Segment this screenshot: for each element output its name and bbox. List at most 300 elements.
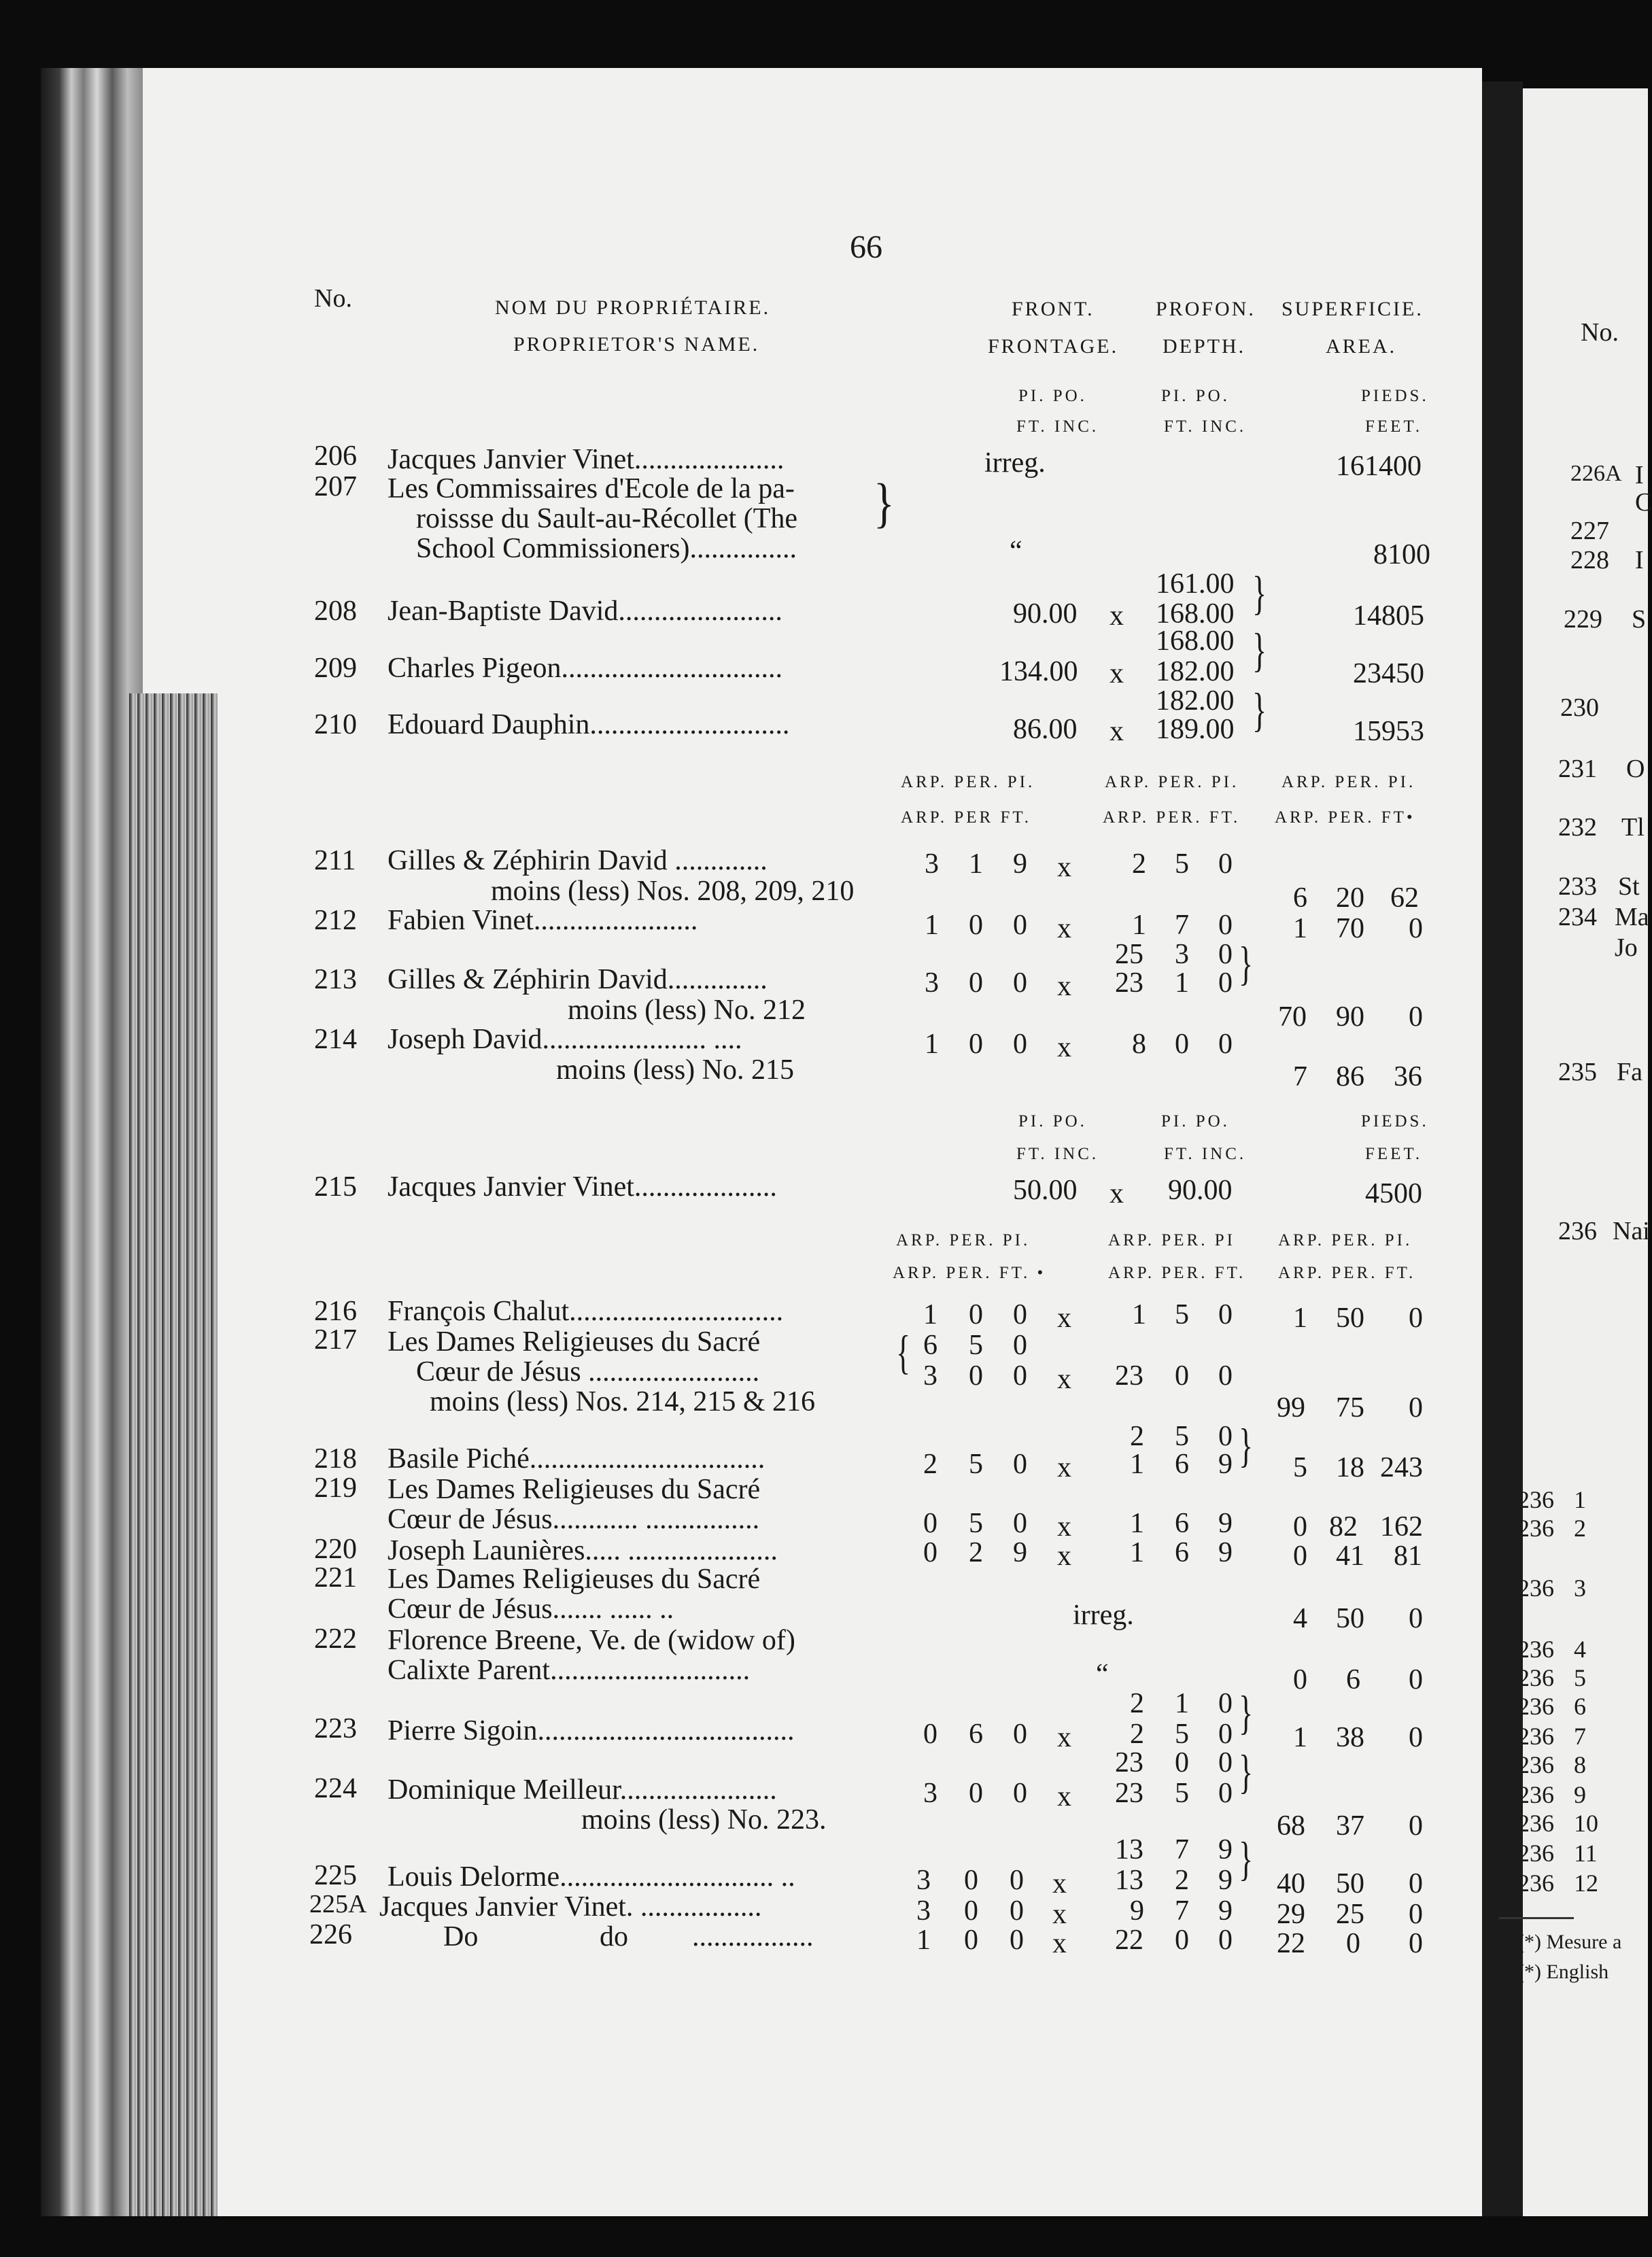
next-page-no-227: 227 (1570, 517, 1609, 545)
next-page-subrow-n: 3 (1574, 1574, 1586, 1602)
row-215-depth: 90.00 (1168, 1175, 1233, 1206)
next-page-subrow-n: 10 (1574, 1810, 1598, 1837)
row-216-name: François Chalut.............................. (388, 1296, 784, 1327)
row-213-depth1-ft: 0 (1218, 939, 1233, 970)
unit-front-arp-ft-1: ARP. PER FT. (901, 808, 1032, 827)
row-206-front: irreg. (984, 447, 1046, 479)
next-page-subrow-no: 236 (1517, 1486, 1554, 1513)
row-213-front-per: 0 (969, 967, 983, 999)
row-211-depth-arp: 2 (1132, 848, 1146, 880)
unit-depth-ft-inc-2: FT. INC. (1164, 1145, 1247, 1163)
next-page (1523, 88, 1648, 2216)
row-218-depth2-arp: 1 (1130, 1449, 1144, 1480)
row-213-x: x (1057, 971, 1071, 1002)
row-225-depth2-arp: 13 (1115, 1865, 1143, 1896)
header-no: No. (314, 284, 352, 313)
row-214-depth-per: 0 (1175, 1029, 1189, 1060)
row-211-less: moins (less) Nos. 208, 209, 210 (491, 876, 855, 907)
row-209-depth-1: 168.00 (1156, 625, 1235, 657)
unit-area-pieds-2: PIEDS. (1361, 1112, 1429, 1131)
row-216-depth-per: 5 (1175, 1299, 1189, 1330)
row-215-name: Jacques Janvier Vinet.................... (388, 1171, 777, 1203)
row-220-name: Joseph Launières..... ..................... (388, 1535, 778, 1566)
row-219-depth-ft: 9 (1218, 1508, 1233, 1539)
row-219-depth-per: 6 (1175, 1508, 1189, 1539)
row-208-depth-1: 161.00 (1156, 568, 1235, 600)
row-223-no: 223 (314, 1713, 357, 1744)
row-225-brace: } (1239, 1832, 1254, 1886)
row-218-front-arp: 2 (923, 1449, 937, 1480)
unit-area-feet-2: FEET. (1365, 1145, 1423, 1163)
row-225a-depth-ft: 9 (1218, 1895, 1233, 1927)
row-225a-name: Jacques Janvier Vinet. ................. (379, 1891, 762, 1923)
row-224-depth1-per: 0 (1175, 1747, 1189, 1778)
row-212-front-ft: 0 (1013, 910, 1027, 941)
next-page-no-236: 236 (1558, 1217, 1597, 1245)
row-225a-x: x (1052, 1899, 1067, 1930)
row-223-area-ft: 0 (1409, 1722, 1423, 1753)
book-spine (41, 68, 143, 2216)
header-front-fr: FRONT. (1012, 298, 1095, 320)
row-208-front: 90.00 (1013, 598, 1078, 630)
unit-front-ft-inc: FT. INC. (1016, 417, 1099, 436)
row-222-name-2: Calixte Parent............................ (388, 1655, 751, 1686)
row-217-front1-ft: 0 (1013, 1330, 1027, 1361)
row-213-depth2-arp: 23 (1115, 967, 1143, 999)
next-page-subrow-no: 236 (1517, 1840, 1554, 1867)
row-219-depth-arp: 1 (1130, 1508, 1144, 1539)
header-front-en: FRONTAGE. (988, 335, 1119, 358)
row-225-depth2-per: 2 (1175, 1865, 1189, 1896)
row-222-no: 222 (314, 1623, 357, 1655)
row-225a-no: 225A (309, 1890, 367, 1918)
row-224-depth2-per: 5 (1175, 1778, 1189, 1809)
row-218-area-arp: 5 (1293, 1452, 1307, 1483)
row-212-depth-per: 7 (1175, 910, 1189, 941)
next-page-subrow-n: 2 (1574, 1515, 1586, 1542)
row-224-front-per: 0 (969, 1778, 983, 1809)
row-222-area-ft: 0 (1409, 1664, 1423, 1695)
row-215-area: 4500 (1365, 1178, 1422, 1209)
row-214-depth-ft: 0 (1218, 1029, 1233, 1060)
row-217-brace: { (896, 1326, 911, 1379)
row-225-name: Louis Delorme.............................. .. (388, 1861, 795, 1893)
page-number: 66 (850, 229, 882, 265)
row-224-depth1-arp: 23 (1115, 1747, 1143, 1778)
row-220-area-ft: 81 (1394, 1540, 1422, 1572)
row-223-area-per: 38 (1336, 1722, 1364, 1753)
next-page-footnote-1: (*) Mesure a (1517, 1931, 1622, 1953)
next-page-subrow-no: 236 (1517, 1751, 1554, 1778)
row-225-front-per: 0 (964, 1865, 978, 1896)
next-page-subrow-n: 11 (1574, 1840, 1598, 1867)
row-211-no: 211 (314, 845, 356, 876)
row-215-front: 50.00 (1013, 1175, 1078, 1206)
row-215-no: 215 (314, 1171, 357, 1203)
next-page-subrow-no: 236 (1517, 1723, 1554, 1750)
row-223-depth1-per: 1 (1175, 1688, 1189, 1719)
next-page-no-228: 228 (1570, 546, 1609, 574)
row-217-name-1: Les Dames Religieuses du Sacré (388, 1326, 761, 1358)
row-225a-front-arp: 3 (916, 1895, 931, 1927)
header-name-fr: NOM DU PROPRIÉTAIRE. (495, 296, 771, 319)
next-page-no-232: 232 (1558, 813, 1597, 842)
next-page-subrow-no: 236 (1517, 1781, 1554, 1808)
row-219-no: 219 (314, 1472, 357, 1504)
row-225-x: x (1052, 1868, 1067, 1899)
next-page-text-226a-2: C (1635, 488, 1652, 517)
row-225-area-per: 50 (1336, 1868, 1364, 1899)
next-page-text-229: S (1632, 605, 1647, 634)
row-214-front-ft: 0 (1013, 1029, 1027, 1060)
row-216-front-per: 0 (969, 1299, 983, 1330)
row-212-front-per: 0 (969, 910, 983, 941)
row-222-area-per: 6 (1346, 1664, 1360, 1695)
row-211-area-arp: 6 (1293, 882, 1307, 914)
next-page-text-236: Nai (1613, 1217, 1650, 1245)
row-217-name-2: Cœur de Jésus ........................ (416, 1356, 760, 1388)
row-214-x: x (1057, 1032, 1071, 1063)
row-211-depth-ft: 0 (1218, 848, 1233, 880)
row-213-name: Gilles & Zéphirin David.............. (388, 964, 768, 995)
row-218-front-per: 5 (969, 1449, 983, 1480)
next-page-no-234: 234 (1558, 903, 1597, 931)
row-226-area-arp: 22 (1277, 1928, 1305, 1959)
row-211-front-arp: 3 (925, 848, 939, 880)
next-page-rule (1499, 1917, 1574, 1919)
next-page-text-231: O (1626, 755, 1645, 783)
row-216-depth-ft: 0 (1218, 1299, 1233, 1330)
row-225a-front-per: 0 (964, 1895, 978, 1927)
next-page-subrow-no: 236 (1517, 1870, 1554, 1897)
next-page-no-233: 233 (1558, 872, 1597, 901)
next-page-no-230: 230 (1560, 693, 1599, 722)
next-page-text-226a: I (1635, 461, 1644, 489)
unit-area-pieds: PIEDS. (1361, 387, 1429, 405)
row-223-brace: } (1239, 1686, 1254, 1740)
row-225a-area-ft: 0 (1409, 1899, 1423, 1930)
row-223-x: x (1057, 1722, 1071, 1753)
unit-depth-arp-pi-3: ARP. PER. PI (1108, 1231, 1235, 1250)
row-218-depth2-per: 6 (1175, 1449, 1189, 1480)
row-216-front-arp: 1 (923, 1299, 937, 1330)
header-name-en: PROPRIETOR'S NAME. (513, 333, 760, 356)
row-218-depth1-ft: 0 (1218, 1421, 1233, 1452)
row-220-no: 220 (314, 1534, 357, 1565)
row-217-less: moins (less) Nos. 214, 215 & 216 (430, 1386, 815, 1417)
row-214-no: 214 (314, 1024, 357, 1055)
row-211-front-ft: 9 (1013, 848, 1027, 880)
row-216-area-arp: 1 (1293, 1303, 1307, 1334)
row-226-front-arp: 1 (916, 1925, 931, 1956)
row-225-area-ft: 0 (1409, 1868, 1423, 1899)
row-219-name-2: Cœur de Jésus............ ................ (388, 1504, 760, 1535)
row-210-front: 86.00 (1013, 714, 1078, 745)
next-page-subrow-n: 5 (1574, 1664, 1586, 1691)
row-224-x: x (1057, 1781, 1071, 1812)
row-207-name-2: roissse du Sault-au-Récollet (The (416, 503, 798, 534)
row-210-brace: } (1252, 683, 1267, 737)
row-213-depth2-ft: 0 (1218, 967, 1233, 999)
unit-front-ft-inc-2: FT. INC. (1016, 1145, 1099, 1163)
next-page-text-233: St (1618, 872, 1640, 901)
row-212-no: 212 (314, 905, 357, 936)
row-206-area: 161400 (1336, 451, 1422, 482)
row-213-area-ft: 0 (1409, 1001, 1423, 1033)
page-gutter (1482, 82, 1523, 2216)
row-226-depth-per: 0 (1175, 1925, 1189, 1956)
row-218-front-ft: 0 (1013, 1449, 1027, 1480)
row-224-depth1-ft: 0 (1218, 1747, 1233, 1778)
row-207-no: 207 (314, 471, 357, 502)
row-210-depth-1: 182.00 (1156, 685, 1235, 717)
row-223-depth2-per: 5 (1175, 1719, 1189, 1750)
row-208-brace: } (1252, 566, 1267, 620)
row-224-name: Dominique Meilleur...................... (388, 1774, 777, 1806)
row-223-depth2-arp: 2 (1130, 1719, 1144, 1750)
unit-depth-pi-po: PI. PO. (1161, 387, 1230, 405)
row-225a-area-arp: 29 (1277, 1899, 1305, 1930)
row-217-front2-per: 0 (969, 1360, 983, 1392)
next-page-header-no: No. (1581, 318, 1619, 347)
unit-depth-arp-ft-3: ARP. PER. FT. (1108, 1264, 1246, 1282)
row-222-area-arp: 0 (1293, 1664, 1307, 1695)
row-211-name: Gilles & Zéphirin David ............. (388, 845, 768, 876)
row-226-area-ft: 0 (1409, 1928, 1423, 1959)
row-224-front-ft: 0 (1013, 1778, 1027, 1809)
row-209-brace: } (1252, 623, 1267, 677)
row-218-depth1-per: 5 (1175, 1421, 1189, 1452)
unit-area-arp-ft-3: ARP. PER. FT. (1278, 1264, 1416, 1282)
header-depth-fr: PROFON. (1156, 298, 1256, 320)
row-213-area-per: 90 (1336, 1001, 1364, 1033)
row-220-x: x (1057, 1540, 1071, 1572)
row-224-area-arp: 68 (1277, 1810, 1305, 1842)
row-216-depth-arp: 1 (1132, 1299, 1146, 1330)
row-214-name: Joseph David....................... .... (388, 1024, 742, 1055)
row-224-depth2-arp: 23 (1115, 1778, 1143, 1809)
row-217-depth-per: 0 (1175, 1360, 1189, 1392)
next-page-subrow-n: 7 (1574, 1723, 1586, 1750)
row-225-depth1-ft: 9 (1218, 1834, 1233, 1865)
row-208-depth-2: 168.00 (1156, 598, 1235, 630)
next-page-text-234-2: Jo (1615, 933, 1638, 962)
next-page-subrow-no: 236 (1517, 1574, 1554, 1602)
row-209-no: 209 (314, 653, 357, 684)
row-223-depth1-arp: 2 (1130, 1688, 1144, 1719)
row-223-depth2-ft: 0 (1218, 1719, 1233, 1750)
row-211-depth-per: 5 (1175, 848, 1189, 880)
row-213-area-arp: 70 (1278, 1001, 1307, 1033)
row-217-area-arp: 99 (1277, 1392, 1305, 1424)
row-207-name-1: Les Commissaires d'Ecole de la pa- (388, 473, 795, 504)
next-page-subrow-no: 236 (1517, 1810, 1554, 1837)
next-page-text-232: Tl (1621, 813, 1645, 842)
next-page-text-235: Fa (1617, 1058, 1642, 1086)
unit-front-pi-po: PI. PO. (1018, 387, 1087, 405)
row-222-name-1: Florence Breene, Ve. de (widow of) (388, 1625, 795, 1656)
row-226-front-per: 0 (964, 1925, 978, 1956)
row-217-area-per: 75 (1336, 1392, 1364, 1424)
row-225-no: 225 (314, 1860, 357, 1891)
row-210-depth-2: 189.00 (1156, 714, 1235, 745)
row-214-area-arp: 7 (1293, 1061, 1307, 1092)
next-page-subrow-n: 6 (1574, 1693, 1586, 1720)
unit-depth-pi-po-2: PI. PO. (1161, 1112, 1230, 1131)
unit-area-arp-pi-1: ARP. PER. PI. (1281, 773, 1416, 791)
row-209-x: x (1109, 658, 1124, 689)
row-226-name-do-2: do (600, 1921, 628, 1952)
row-215-x: x (1109, 1178, 1124, 1209)
next-page-subrow-n: 4 (1574, 1636, 1586, 1663)
next-page-subrow-n: 9 (1574, 1781, 1586, 1808)
row-211-area-per: 20 (1336, 882, 1364, 914)
row-223-depth1-ft: 0 (1218, 1688, 1233, 1719)
row-207-brace: } (874, 472, 895, 533)
next-page-subrow-n: 8 (1574, 1751, 1586, 1778)
row-210-area: 15953 (1353, 716, 1424, 747)
header-area-fr: SUPERFICIE. (1281, 298, 1424, 320)
row-224-no: 224 (314, 1773, 357, 1804)
row-218-area-per: 18 (1336, 1452, 1364, 1483)
row-213-brace: } (1239, 937, 1254, 990)
next-page-subrow-n: 1 (1574, 1486, 1586, 1513)
row-223-name: Pierre Sigoin.................................... (388, 1715, 795, 1746)
next-page-subrow-no: 236 (1517, 1636, 1554, 1663)
row-212-area-ft: 0 (1409, 913, 1423, 944)
row-216-no: 216 (314, 1296, 357, 1327)
row-212-area-per: 70 (1336, 913, 1364, 944)
row-214-front-arp: 1 (925, 1029, 939, 1060)
row-220-area-arp: 0 (1293, 1540, 1307, 1572)
unit-area-arp-ft-1: ARP. PER. FT• (1275, 808, 1415, 827)
unit-front-arp-pi-1: ARP. PER. PI. (901, 773, 1035, 791)
row-218-depth2-ft: 9 (1218, 1449, 1233, 1480)
row-225-depth2-ft: 9 (1218, 1865, 1233, 1896)
unit-depth-arp-pi-1: ARP. PER. PI. (1105, 773, 1239, 791)
row-226-area-per: 0 (1346, 1928, 1360, 1959)
row-225-front-ft: 0 (1010, 1865, 1024, 1896)
row-217-front1-arp: 6 (923, 1330, 937, 1361)
row-207-area: 8100 (1373, 539, 1430, 570)
row-220-depth-ft: 9 (1218, 1537, 1233, 1568)
row-221-area-arp: 4 (1293, 1603, 1307, 1634)
row-224-area-ft: 0 (1409, 1810, 1423, 1842)
next-page-subrow-no: 236 (1517, 1664, 1554, 1691)
row-213-front-arp: 3 (925, 967, 939, 999)
row-224-front-arp: 3 (923, 1778, 937, 1809)
row-219-front-ft: 0 (1013, 1508, 1027, 1539)
row-223-front-ft: 0 (1013, 1719, 1027, 1750)
next-page-text-234: Ma (1615, 903, 1649, 931)
row-211-front-per: 1 (969, 848, 983, 880)
row-220-depth-arp: 1 (1130, 1537, 1144, 1568)
unit-front-arp-ft-3: ARP. PER. FT. • (893, 1264, 1046, 1282)
next-page-text-228: I (1635, 546, 1644, 574)
row-209-area: 23450 (1353, 658, 1424, 689)
row-209-front: 134.00 (999, 656, 1078, 687)
row-219-area-ft: 162 (1380, 1511, 1423, 1543)
row-209-name: Charles Pigeon............................... (388, 653, 782, 684)
row-206-no: 206 (314, 441, 357, 472)
row-217-front2-arp: 3 (923, 1360, 937, 1392)
unit-front-pi-po-2: PI. PO. (1018, 1112, 1087, 1131)
row-226-depth-arp: 22 (1115, 1925, 1143, 1956)
row-221-front: irreg. (1073, 1600, 1134, 1631)
unit-front-arp-pi-3: ARP. PER. PI. (896, 1231, 1031, 1250)
row-225-depth1-arp: 13 (1115, 1834, 1143, 1865)
row-208-name: Jean-Baptiste David....................... (388, 596, 782, 627)
next-page-no-229: 229 (1564, 605, 1602, 634)
row-223-front-per: 6 (969, 1719, 983, 1750)
row-214-area-ft: 36 (1394, 1061, 1422, 1092)
row-208-no: 208 (314, 596, 357, 627)
row-210-name: Edouard Dauphin............................ (388, 709, 790, 740)
row-219-name-1: Les Dames Religieuses du Sacré (388, 1474, 761, 1505)
row-223-area-arp: 1 (1293, 1722, 1307, 1753)
row-219-front-arp: 0 (923, 1508, 937, 1539)
row-226-depth-ft: 0 (1218, 1925, 1233, 1956)
next-page-subrow-n: 12 (1574, 1870, 1598, 1897)
row-219-area-per: 82 (1329, 1511, 1358, 1543)
row-226-dots: ................. (692, 1921, 814, 1952)
row-212-front-arp: 1 (925, 910, 939, 941)
next-page-footnote-2: (*) English (1517, 1961, 1609, 1983)
row-213-less: moins (less) No. 212 (568, 995, 806, 1026)
row-214-area-per: 86 (1336, 1061, 1364, 1092)
row-212-name: Fabien Vinet....................... (388, 905, 698, 936)
row-225a-area-per: 25 (1336, 1899, 1364, 1930)
row-222-front: “ (1096, 1659, 1109, 1690)
row-208-x: x (1109, 600, 1124, 632)
next-page-subrow-no: 236 (1517, 1693, 1554, 1720)
row-216-area-per: 50 (1336, 1303, 1364, 1334)
row-221-name-2: Cœur de Jésus....... ...... .. (388, 1593, 674, 1625)
row-226-name-do: Do (443, 1921, 479, 1952)
unit-area-arp-pi-3: ARP. PER. PI. (1278, 1231, 1413, 1250)
row-217-no: 217 (314, 1324, 357, 1356)
row-207-front: “ (1010, 536, 1022, 567)
next-page-no-235: 235 (1558, 1058, 1597, 1086)
row-207-name-3: School Commissioners)............... (416, 533, 797, 564)
next-page-no-231: 231 (1558, 755, 1597, 783)
row-214-front-per: 0 (969, 1029, 983, 1060)
row-226-no: 226 (309, 1919, 352, 1950)
row-212-depth-arp: 1 (1132, 910, 1146, 941)
row-212-area-arp: 1 (1293, 913, 1307, 944)
row-213-depth1-per: 3 (1175, 939, 1189, 970)
row-220-front-ft: 9 (1013, 1537, 1027, 1568)
row-221-name-1: Les Dames Religieuses du Sacré (388, 1564, 761, 1595)
row-213-depth1-arp: 25 (1115, 939, 1143, 970)
row-218-name: Basile Piché................................. (388, 1443, 765, 1475)
row-217-depth-ft: 0 (1218, 1360, 1233, 1392)
header-area-en: AREA. (1326, 335, 1397, 358)
row-226-x: x (1052, 1928, 1067, 1959)
row-218-x: x (1057, 1452, 1071, 1483)
next-page-no-226a: 226A (1570, 461, 1622, 486)
unit-depth-arp-ft-1: ARP. PER. FT. (1103, 808, 1241, 827)
row-224-less: moins (less) No. 223. (581, 1804, 827, 1836)
row-218-no: 218 (314, 1443, 357, 1475)
row-225-front-arp: 3 (916, 1865, 931, 1896)
row-218-brace: } (1239, 1419, 1254, 1472)
row-224-area-per: 37 (1336, 1810, 1364, 1842)
row-212-x: x (1057, 913, 1071, 944)
row-225-depth1-per: 7 (1175, 1834, 1189, 1865)
row-225a-depth-arp: 9 (1130, 1895, 1144, 1927)
row-216-x: x (1057, 1303, 1071, 1334)
